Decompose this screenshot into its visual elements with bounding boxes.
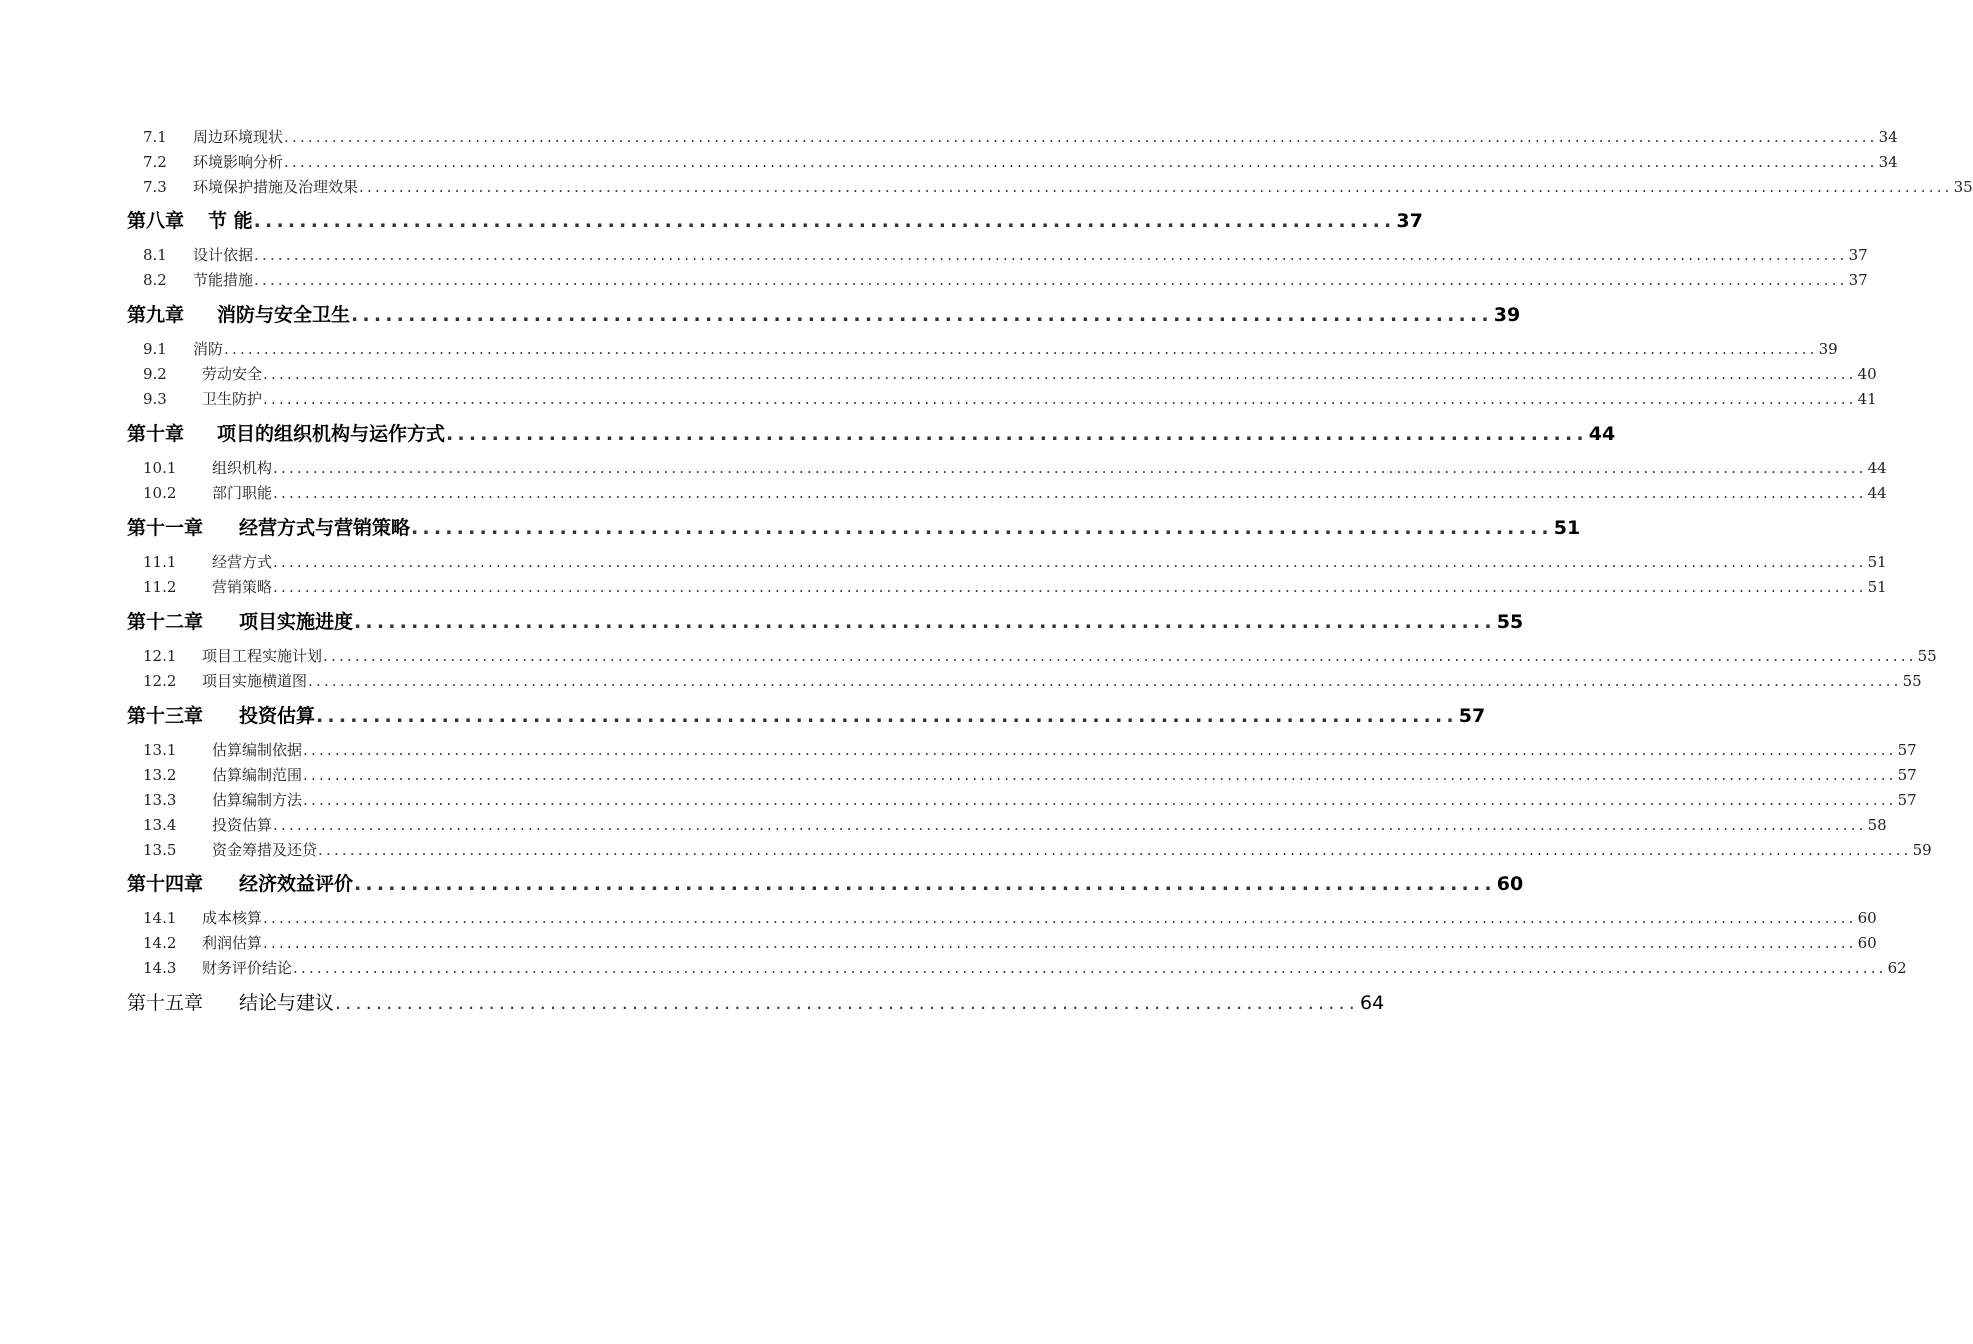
dot-leader: ........................................................................................................................................................................................................ xyxy=(284,153,1878,171)
chapter-title: 项目的组织机构与运作方式 xyxy=(217,423,446,445)
entry-number: 11.2 xyxy=(143,578,177,596)
dot-leader: ........................................................................................................................................................................................................ xyxy=(318,841,1912,859)
entry-page: 39 xyxy=(1818,340,1838,358)
dot-leader: ........................................................................................................................................................................................................ xyxy=(263,934,1857,952)
dot-leader: ........................................................................................................................................................................................................ xyxy=(303,766,1897,784)
chapter-number: 第十一章 xyxy=(127,517,204,539)
entry-page: 57 xyxy=(1897,741,1917,759)
chapter-title: 经济效益评价 xyxy=(239,873,354,895)
entry-page: 59 xyxy=(1912,841,1932,859)
chapter-title: 项目实施进度 xyxy=(239,611,354,633)
dot-leader: .................................................................................................... xyxy=(354,873,1496,895)
dot-leader: ........................................................................................................................................................................................................ xyxy=(303,741,1897,759)
entry-title: 资金筹措及还贷 xyxy=(212,841,318,859)
toc-entry-13-1[interactable] xyxy=(143,739,1917,761)
toc-entry-14-1[interactable] xyxy=(143,907,1877,929)
entry-page: 57 xyxy=(1897,791,1917,809)
chapter-page: 44 xyxy=(1588,423,1616,445)
toc-entry-7-1[interactable] xyxy=(143,126,1898,148)
dot-leader: ........................................................................................................................................................................................................ xyxy=(308,672,1902,690)
toc-entry-9-3[interactable] xyxy=(143,388,1877,410)
entry-page: 60 xyxy=(1857,909,1877,927)
toc-entry-12-2[interactable] xyxy=(143,670,1922,692)
entry-number: 13.5 xyxy=(143,841,177,859)
dot-leader: .................................................................................................... xyxy=(351,304,1493,326)
entry-page: 57 xyxy=(1897,766,1917,784)
entry-page: 41 xyxy=(1857,390,1877,408)
entry-page: 62 xyxy=(1887,959,1907,977)
entry-page: 34 xyxy=(1878,128,1898,146)
dot-leader: ........................................................................................................................................................................................................ xyxy=(273,553,1867,571)
toc-chapter-15[interactable] xyxy=(127,989,1385,1017)
entry-number: 12.1 xyxy=(143,647,177,665)
chapter-page: 60 xyxy=(1496,873,1524,895)
dot-leader: .................................................................................................... xyxy=(253,210,1396,232)
chapter-title: 节 能 xyxy=(208,210,253,232)
entry-number: 7.1 xyxy=(143,128,167,146)
dot-leader: .................................................................................................... xyxy=(446,423,1588,445)
entry-number: 14.2 xyxy=(143,934,177,952)
entry-page: 51 xyxy=(1867,578,1887,596)
toc-entry-13-2[interactable] xyxy=(143,764,1917,786)
entry-page: 44 xyxy=(1867,484,1887,502)
dot-leader: .................................................................................................... xyxy=(316,705,1458,727)
toc-chapter-9[interactable] xyxy=(127,301,1521,329)
dot-leader: ........................................................................................................................................................................................................ xyxy=(273,816,1867,834)
toc-entry-14-2[interactable] xyxy=(143,932,1877,954)
entry-number: 7.3 xyxy=(143,178,167,196)
dot-leader: ........................................................................................................................................................................................................ xyxy=(263,909,1857,927)
entry-title: 营销策略 xyxy=(212,578,273,596)
chapter-number: 第十二章 xyxy=(127,611,204,633)
entry-number: 10.1 xyxy=(143,459,177,477)
toc-chapter-8[interactable] xyxy=(127,207,1423,235)
dot-leader: .................................................................................................... xyxy=(354,611,1496,633)
toc-chapter-13[interactable] xyxy=(127,702,1486,730)
entry-title: 劳动安全 xyxy=(202,365,263,383)
chapter-title: 投资估算 xyxy=(239,705,316,727)
toc-entry-11-1[interactable] xyxy=(143,551,1887,573)
entry-page: 60 xyxy=(1857,934,1877,952)
chapter-page: 51 xyxy=(1553,517,1581,539)
dot-leader: ........................................................................................................................................................................................................ xyxy=(284,128,1878,146)
toc-entry-10-2[interactable] xyxy=(143,482,1887,504)
entry-page: 40 xyxy=(1857,365,1877,383)
dot-leader: .................................................................................................... xyxy=(411,517,1553,539)
entry-number: 13.3 xyxy=(143,791,177,809)
dot-leader: ........................................................................................................................................................................................................ xyxy=(273,459,1867,477)
chapter-page: 57 xyxy=(1458,705,1486,727)
chapter-number: 第十四章 xyxy=(127,873,204,895)
toc-chapter-10[interactable] xyxy=(127,420,1616,448)
entry-number: 14.1 xyxy=(143,909,177,927)
entry-number: 8.2 xyxy=(143,271,167,289)
chapter-page: 64 xyxy=(1359,992,1385,1014)
chapter-number: 第八章 xyxy=(127,210,185,232)
dot-leader: ........................................................................................................................................................................................................ xyxy=(254,246,1848,264)
entry-title: 设计依据 xyxy=(193,246,254,264)
entry-number: 8.1 xyxy=(143,246,167,264)
dot-leader: .................................................................................................... xyxy=(335,992,1359,1014)
entry-title: 项目实施横道图 xyxy=(202,672,308,690)
chapter-number: 第十三章 xyxy=(127,705,204,727)
dot-leader: ........................................................................................................................................................................................................ xyxy=(263,365,1857,383)
entry-title: 环境保护措施及治理效果 xyxy=(193,178,359,196)
toc-entry-10-1[interactable] xyxy=(143,457,1887,479)
chapter-title: 消防与安全卫生 xyxy=(217,304,351,326)
toc-entry-13-5[interactable] xyxy=(143,839,1932,861)
dot-leader: ........................................................................................................................................................................................................ xyxy=(254,271,1848,289)
chapter-number: 第九章 xyxy=(127,304,185,326)
entry-title: 项目工程实施计划 xyxy=(202,647,323,665)
entry-number: 9.3 xyxy=(143,390,167,408)
entry-title: 节能措施 xyxy=(193,271,254,289)
chapter-number: 第十章 xyxy=(127,423,185,445)
entry-title: 周边环境现状 xyxy=(193,128,284,146)
entry-title: 消防 xyxy=(193,340,224,358)
toc-entry-8-2[interactable] xyxy=(143,269,1868,291)
toc-entry-12-1[interactable] xyxy=(143,645,1937,667)
toc-entry-7-2[interactable] xyxy=(143,151,1898,173)
toc-entry-13-3[interactable] xyxy=(143,789,1917,811)
entry-title: 卫生防护 xyxy=(202,390,263,408)
dot-leader: ........................................................................................................................................................................................................ xyxy=(273,578,1867,596)
dot-leader: ........................................................................................................................................................................................................ xyxy=(293,959,1887,977)
entry-title: 利润估算 xyxy=(202,934,263,952)
dot-leader: ........................................................................................................................................................................................................ xyxy=(224,340,1818,358)
entry-number: 13.1 xyxy=(143,741,177,759)
entry-title: 估算编制范围 xyxy=(212,766,303,784)
entry-title: 投资估算 xyxy=(212,816,273,834)
dot-leader: ........................................................................................................................................................................................................ xyxy=(303,791,1897,809)
entry-title: 估算编制方法 xyxy=(212,791,303,809)
entry-page: 51 xyxy=(1867,553,1887,571)
toc-chapter-11[interactable] xyxy=(127,514,1581,542)
entry-number: 13.2 xyxy=(143,766,177,784)
chapter-page: 55 xyxy=(1496,611,1524,633)
entry-page: 34 xyxy=(1878,153,1898,171)
chapter-title: 经营方式与营销策略 xyxy=(239,517,411,539)
entry-number: 13.4 xyxy=(143,816,177,834)
toc-entry-9-1[interactable] xyxy=(143,338,1838,360)
entry-page: 58 xyxy=(1867,816,1887,834)
toc-entry-8-1[interactable] xyxy=(143,244,1868,266)
entry-number: 10.2 xyxy=(143,484,177,502)
entry-number: 14.3 xyxy=(143,959,177,977)
dot-leader: ........................................................................................................................................................................................................ xyxy=(359,178,1953,196)
entry-number: 12.2 xyxy=(143,672,177,690)
entry-page: 35 xyxy=(1953,178,1973,196)
toc-chapter-12[interactable] xyxy=(127,608,1524,636)
entry-page: 44 xyxy=(1867,459,1887,477)
dot-leader: ........................................................................................................................................................................................................ xyxy=(273,484,1867,502)
entry-title: 成本核算 xyxy=(202,909,263,927)
entry-title: 组织机构 xyxy=(212,459,273,477)
toc-entry-11-2[interactable] xyxy=(143,576,1887,598)
entry-title: 环境影响分析 xyxy=(193,153,284,171)
toc-entry-9-2[interactable] xyxy=(143,363,1877,385)
dot-leader: ........................................................................................................................................................................................................ xyxy=(323,647,1917,665)
chapter-page: 39 xyxy=(1493,304,1521,326)
chapter-number: 第十五章 xyxy=(127,992,204,1014)
entry-title: 经营方式 xyxy=(212,553,273,571)
entry-number: 9.1 xyxy=(143,340,167,358)
entry-page: 37 xyxy=(1848,271,1868,289)
toc-entry-7-3[interactable] xyxy=(143,176,1973,198)
entry-title: 部门职能 xyxy=(212,484,273,502)
entry-page: 55 xyxy=(1917,647,1937,665)
chapter-page: 37 xyxy=(1396,210,1423,232)
entry-title: 财务评价结论 xyxy=(202,959,293,977)
toc-entry-13-4[interactable] xyxy=(143,814,1887,836)
chapter-title: 结论与建议 xyxy=(239,992,335,1014)
dot-leader: ........................................................................................................................................................................................................ xyxy=(263,390,1857,408)
entry-title: 估算编制依据 xyxy=(212,741,303,759)
entry-page: 55 xyxy=(1902,672,1922,690)
toc-entry-14-3[interactable] xyxy=(143,957,1907,979)
entry-page: 37 xyxy=(1848,246,1868,264)
entry-number: 7.2 xyxy=(143,153,167,171)
entry-number: 11.1 xyxy=(143,553,177,571)
toc-chapter-14[interactable] xyxy=(127,870,1524,898)
entry-number: 9.2 xyxy=(143,365,167,383)
